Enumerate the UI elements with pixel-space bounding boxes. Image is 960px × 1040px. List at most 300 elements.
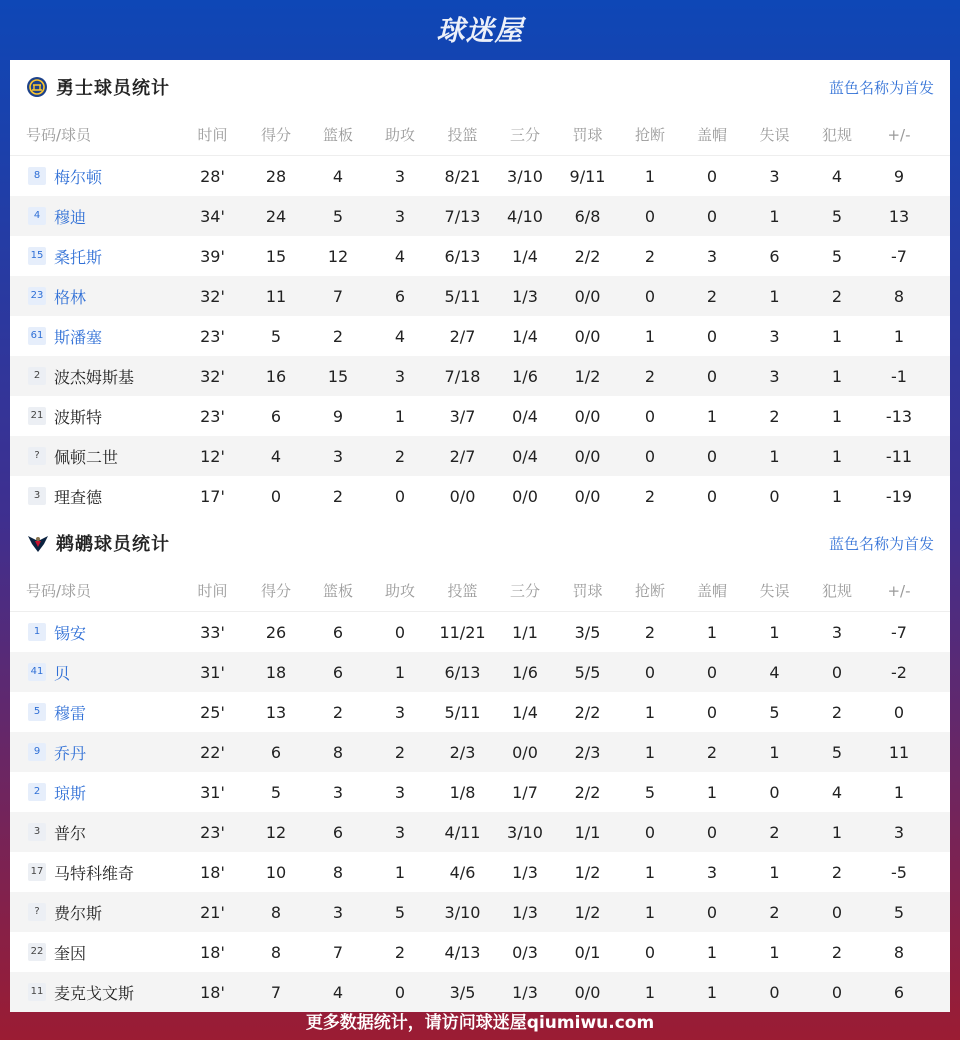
stat-cell: 1 — [706, 942, 718, 962]
player-name[interactable]: 麦克戈文斯 — [54, 983, 135, 1003]
jersey-number: 22 — [28, 943, 46, 961]
stat-cell: 2 — [644, 246, 656, 266]
stat-cell: 3/7 — [449, 406, 476, 426]
player-name[interactable]: 穆迪 — [54, 207, 87, 227]
stat-cell: 5 — [831, 742, 843, 762]
team-name: 勇士球员统计 — [56, 78, 170, 99]
stat-cell: 2/3 — [574, 742, 601, 762]
stat-cell: 4 — [332, 982, 344, 1002]
stat-cell: 1 — [644, 326, 656, 346]
stat-cell: 0 — [394, 622, 406, 642]
player-name[interactable]: 费尔斯 — [54, 903, 103, 923]
player-name[interactable]: 琼斯 — [54, 783, 87, 803]
stat-cell: 0/0 — [449, 486, 476, 506]
stat-cell: 4/13 — [444, 942, 481, 962]
stat-cell: 8 — [893, 286, 905, 306]
stat-cell: 2 — [769, 406, 780, 426]
stat-cell: 9 — [893, 166, 905, 186]
player-row[interactable] — [10, 316, 950, 356]
stat-cell: 3/10 — [444, 902, 481, 922]
stat-cell: 1 — [831, 486, 843, 506]
stat-cell: 1 — [831, 822, 843, 842]
stat-cell: 1/4 — [512, 246, 538, 266]
player-row[interactable] — [10, 436, 950, 476]
stat-cell: 8 — [893, 942, 905, 962]
column-header: +/- — [887, 581, 911, 600]
stat-cell: 0/0 — [574, 326, 601, 346]
column-header: 投篮 — [447, 582, 478, 600]
team-title — [26, 74, 170, 100]
stat-cell: 3 — [394, 206, 406, 226]
stat-cell: 6/13 — [444, 662, 481, 682]
column-header: +/- — [887, 125, 911, 144]
column-header: 号码/球员 — [26, 126, 92, 144]
section-header — [10, 516, 950, 570]
stat-cell: 0 — [769, 782, 780, 802]
stat-cell: 0 — [706, 366, 718, 386]
stat-cell: 8 — [332, 742, 344, 762]
stat-cell: 5/5 — [574, 662, 601, 682]
jersey-number: 23 — [28, 287, 46, 305]
stat-cell: 1 — [769, 622, 780, 642]
jersey-number: 21 — [28, 407, 46, 425]
column-header: 犯规 — [821, 126, 852, 144]
stat-cell: 3 — [332, 446, 344, 466]
stat-cell: 0 — [394, 486, 406, 506]
column-header: 失误 — [759, 126, 790, 144]
stat-cell: 2 — [706, 742, 718, 762]
column-header: 失误 — [759, 582, 790, 600]
stat-cell: 0/4 — [512, 406, 538, 426]
stat-cell: -5 — [891, 862, 907, 882]
player-name[interactable]: 斯潘塞 — [54, 327, 103, 347]
stat-cell: 7/18 — [444, 366, 481, 386]
stat-cell: 1 — [706, 622, 718, 642]
player-row[interactable] — [10, 396, 950, 436]
stat-cell: 1 — [769, 286, 780, 306]
stat-cell: 12 — [327, 246, 349, 266]
player-row[interactable] — [10, 852, 950, 892]
stat-cell: 1 — [893, 326, 905, 346]
column-header: 篮板 — [322, 582, 353, 600]
stat-cell: 7/13 — [444, 206, 481, 226]
stat-cell: 2 — [706, 286, 718, 306]
stat-cell: 1 — [644, 702, 656, 722]
player-name[interactable]: 理查德 — [54, 487, 103, 507]
stat-cell: 15 — [327, 366, 349, 386]
stat-cell: 2/2 — [574, 702, 601, 722]
stat-cell: 8 — [332, 862, 344, 882]
column-header: 盖帽 — [696, 126, 727, 144]
player-name[interactable]: 奎因 — [54, 943, 87, 963]
stat-cell: 0 — [644, 822, 656, 842]
stat-cell: 6 — [270, 406, 282, 426]
player-row[interactable] — [10, 652, 950, 692]
stat-cell: 4 — [769, 662, 780, 682]
player-rows — [10, 612, 950, 1012]
stat-cell: 0 — [394, 982, 406, 1002]
stat-cell: 5 — [831, 246, 843, 266]
player-cell — [10, 621, 180, 644]
stat-cell: 23' — [200, 822, 225, 842]
stat-cell: 31' — [200, 782, 225, 802]
jersey-number: ? — [28, 903, 46, 921]
stat-cell: 2 — [831, 942, 843, 962]
stat-cell: 1/6 — [512, 366, 538, 386]
player-name[interactable]: 乔丹 — [54, 743, 87, 763]
player-cell — [10, 861, 180, 884]
jersey-number: 8 — [28, 167, 46, 185]
stat-cell: 2 — [394, 446, 406, 466]
column-header-row — [10, 570, 950, 612]
team-name: 鹈鹕球员统计 — [56, 534, 170, 555]
player-cell — [10, 205, 180, 228]
jersey-number: 2 — [28, 783, 46, 801]
stat-cell: 31' — [200, 662, 225, 682]
player-name[interactable]: 波杰姆斯基 — [54, 367, 135, 387]
player-row[interactable] — [10, 196, 950, 236]
player-row[interactable] — [10, 772, 950, 812]
stat-cell: -2 — [891, 662, 907, 682]
column-header: 时间 — [197, 126, 228, 144]
stat-cell: 3 — [394, 702, 406, 722]
jersey-number: ? — [28, 447, 46, 465]
stat-cell: 0/4 — [512, 446, 538, 466]
jersey-number: 11 — [28, 983, 46, 1001]
player-name[interactable]: 马特科维奇 — [54, 863, 135, 883]
player-name[interactable]: 格林 — [54, 287, 87, 307]
player-name[interactable]: 桑托斯 — [54, 247, 103, 267]
column-header: 助攻 — [384, 126, 415, 144]
player-row[interactable] — [10, 812, 950, 852]
stat-cell: 23' — [200, 406, 225, 426]
stat-cell: 0/0 — [512, 486, 538, 506]
stat-cell: 11/21 — [439, 622, 486, 642]
stat-cell: 5 — [831, 206, 843, 226]
stat-cell: 3/10 — [507, 166, 543, 186]
stat-cell: 0/1 — [574, 942, 601, 962]
stat-cell: 18' — [200, 862, 225, 882]
stat-cell: 1/3 — [512, 982, 538, 1002]
stat-cell: 0 — [706, 326, 718, 346]
stat-cell: 13 — [265, 702, 287, 722]
stat-cell: 1 — [769, 206, 780, 226]
jersey-number: 15 — [28, 247, 46, 265]
stat-cell: 3 — [332, 902, 344, 922]
stat-cell: 0 — [270, 486, 282, 506]
stat-cell: 1 — [706, 982, 718, 1002]
stat-cell: 1/4 — [512, 702, 538, 722]
stat-cell: 2/7 — [449, 446, 476, 466]
stat-cell: 0/0 — [574, 486, 601, 506]
stat-cell: 18 — [265, 662, 287, 682]
stat-cell: 28 — [265, 166, 287, 186]
stat-cell: 1 — [706, 406, 718, 426]
column-header: 助攻 — [384, 582, 415, 600]
team-section-warriors — [10, 60, 950, 516]
player-cell — [10, 165, 180, 188]
player-row[interactable] — [10, 356, 950, 396]
stat-cell: 18' — [200, 982, 225, 1002]
stat-cell: 0 — [706, 166, 718, 186]
stat-cell: 2/3 — [449, 742, 476, 762]
player-row[interactable] — [10, 932, 950, 972]
stat-cell: 3 — [893, 822, 905, 842]
stat-cell: 0 — [831, 902, 843, 922]
stat-cell: 6 — [769, 246, 780, 266]
player-name[interactable]: 佩顿二世 — [54, 447, 119, 467]
stat-cell: 7 — [270, 982, 282, 1002]
stat-cell: 1 — [644, 862, 656, 882]
team-section-pelicans — [10, 516, 950, 1012]
column-header: 罚球 — [572, 582, 603, 600]
player-name[interactable]: 波斯特 — [54, 407, 103, 427]
stat-cell: 0 — [769, 982, 780, 1002]
stat-cell: 6 — [394, 286, 406, 306]
player-cell — [10, 245, 180, 268]
starter-note: 蓝色名称为首发 — [828, 534, 934, 553]
stat-cell: 8 — [270, 902, 282, 922]
column-header: 抢断 — [634, 582, 665, 600]
stat-cell: 18' — [200, 942, 225, 962]
stat-cell: 1 — [769, 862, 780, 882]
stat-cell: 2 — [769, 822, 780, 842]
player-cell — [10, 485, 180, 508]
stat-cell: 1/4 — [512, 326, 538, 346]
column-header: 篮板 — [322, 126, 353, 144]
stat-cell: 2 — [644, 366, 656, 386]
player-cell — [10, 285, 180, 308]
stat-cell: 1/6 — [512, 662, 538, 682]
stat-cell: 6 — [270, 742, 282, 762]
stat-cell: 3 — [769, 326, 780, 346]
stat-cell: 8/21 — [444, 166, 481, 186]
stat-cell: 1 — [769, 742, 780, 762]
stat-cell: 4 — [332, 166, 344, 186]
player-cell — [10, 741, 180, 764]
player-row[interactable] — [10, 156, 950, 196]
player-row[interactable] — [10, 892, 950, 932]
player-row[interactable] — [10, 692, 950, 732]
stat-cell: 3/5 — [449, 982, 476, 1002]
player-cell — [10, 901, 180, 924]
player-row[interactable] — [10, 732, 950, 772]
stat-cell: 4/11 — [444, 822, 481, 842]
player-name[interactable]: 普尔 — [54, 823, 87, 843]
stat-cell: 34' — [200, 206, 225, 226]
stat-cell: 32' — [200, 366, 225, 386]
stat-cell: 4 — [831, 166, 843, 186]
player-name[interactable]: 穆雷 — [54, 703, 87, 723]
stat-cell: 2 — [831, 702, 843, 722]
player-cell — [10, 701, 180, 724]
jersey-number: 41 — [28, 663, 46, 681]
stat-cell: 26 — [265, 622, 287, 642]
stat-cell: 3/10 — [507, 822, 543, 842]
stat-cell: 8 — [270, 942, 282, 962]
stat-cell: 1/3 — [512, 862, 538, 882]
stat-cell: 4/10 — [507, 206, 543, 226]
stat-cell: 6 — [332, 662, 344, 682]
stat-cell: 39' — [200, 246, 225, 266]
stat-cell: 2/2 — [574, 782, 601, 802]
stat-cell: 3 — [394, 822, 406, 842]
stat-cell: 0 — [893, 702, 905, 722]
stats-card — [10, 60, 950, 1003]
stat-cell: 1/7 — [512, 782, 538, 802]
player-row[interactable] — [10, 612, 950, 652]
player-row[interactable] — [10, 236, 950, 276]
stat-cell: 1 — [831, 406, 843, 426]
stat-cell: -11 — [885, 446, 913, 466]
stat-cell: -19 — [885, 486, 913, 506]
stat-cell: 4 — [394, 326, 406, 346]
starter-note: 蓝色名称为首发 — [828, 78, 934, 97]
stat-cell: 1 — [831, 366, 843, 386]
stat-cell: 9 — [332, 406, 344, 426]
stat-cell: 17' — [200, 486, 225, 506]
stat-cell: 2 — [394, 742, 406, 762]
player-rows — [10, 156, 950, 516]
brand-logo: 球迷屋 — [436, 14, 524, 47]
stat-cell: 0 — [706, 206, 718, 226]
column-header: 号码/球员 — [26, 582, 92, 600]
stat-cell: 2 — [644, 486, 656, 506]
stat-cell: 1 — [831, 326, 843, 346]
stat-cell: 6 — [332, 822, 344, 842]
stat-cell: 2 — [332, 702, 344, 722]
stat-cell: 3 — [831, 622, 843, 642]
stat-cell: 2 — [644, 622, 656, 642]
stat-cell: 0 — [706, 662, 718, 682]
stat-cell: 2/7 — [449, 326, 476, 346]
stat-cell: 0 — [706, 446, 718, 466]
stat-cell: -7 — [891, 246, 907, 266]
stat-cell: 2/2 — [574, 246, 601, 266]
warriors-logo-icon — [26, 76, 48, 98]
stat-cell: 11 — [888, 742, 910, 762]
player-cell — [10, 821, 180, 844]
stat-cell: 23' — [200, 326, 225, 346]
stat-cell: 1/2 — [574, 902, 601, 922]
stat-cell: 6/13 — [444, 246, 481, 266]
stat-cell: 3 — [769, 166, 780, 186]
player-name[interactable]: 梅尔顿 — [54, 167, 103, 187]
column-header: 时间 — [197, 582, 228, 600]
section-header — [10, 60, 950, 114]
stat-cell: 12' — [200, 446, 225, 466]
player-cell — [10, 445, 180, 468]
player-cell — [10, 661, 180, 684]
top-banner — [0, 0, 960, 58]
footer-text: 更多数据统计，请访问球迷屋qiumiwu.com — [305, 1012, 655, 1033]
stat-cell: 0 — [706, 902, 718, 922]
jersey-number: 3 — [28, 487, 46, 505]
stat-cell: 1/1 — [512, 622, 538, 642]
jersey-number: 9 — [28, 743, 46, 761]
stat-cell: 5 — [644, 782, 656, 802]
stat-cell: 1 — [769, 446, 780, 466]
column-header: 得分 — [260, 126, 291, 144]
stat-cell: 1/1 — [574, 822, 601, 842]
stat-cell: 10 — [265, 862, 287, 882]
stat-cell: 0 — [706, 702, 718, 722]
stat-cell: 0/0 — [574, 446, 601, 466]
player-name[interactable]: 锡安 — [54, 623, 87, 643]
stat-cell: 0 — [644, 446, 656, 466]
stat-cell: 1/3 — [512, 902, 538, 922]
column-header: 抢断 — [634, 126, 665, 144]
player-cell — [10, 325, 180, 348]
stat-cell: 0 — [644, 206, 656, 226]
stat-cell: 3 — [394, 366, 406, 386]
stat-cell: 6/8 — [574, 206, 601, 226]
jersey-number: 5 — [28, 703, 46, 721]
jersey-number: 4 — [28, 207, 46, 225]
stat-cell: 0 — [644, 286, 656, 306]
stat-cell: 12 — [265, 822, 287, 842]
column-header: 罚球 — [572, 126, 603, 144]
column-header-row — [10, 114, 950, 156]
stat-cell: 3/5 — [574, 622, 601, 642]
stat-cell: 5 — [893, 902, 905, 922]
pelicans-logo-icon — [26, 532, 48, 554]
stat-cell: 0 — [644, 662, 656, 682]
stat-cell: 21' — [200, 902, 225, 922]
jersey-number: 2 — [28, 367, 46, 385]
jersey-number: 1 — [28, 623, 46, 641]
stat-cell: 5 — [332, 206, 344, 226]
stat-cell: 16 — [265, 366, 287, 386]
stat-cell: 2 — [831, 286, 843, 306]
stat-cell: 22' — [200, 742, 225, 762]
stat-cell: 11 — [265, 286, 287, 306]
stat-cell: 28' — [200, 166, 225, 186]
stat-cell: 1 — [394, 862, 406, 882]
jersey-number: 61 — [28, 327, 46, 345]
stat-cell: 1/3 — [512, 286, 538, 306]
stat-cell: 3 — [706, 246, 718, 266]
stat-cell: 0/0 — [574, 406, 601, 426]
player-row[interactable] — [10, 276, 950, 316]
stat-cell: 15 — [265, 246, 287, 266]
stat-cell: 4 — [831, 782, 843, 802]
column-header: 得分 — [260, 582, 291, 600]
stat-cell: 2 — [332, 486, 344, 506]
stat-cell: 1 — [644, 982, 656, 1002]
player-row[interactable] — [10, 476, 950, 516]
stat-cell: 1 — [893, 782, 905, 802]
jersey-number: 3 — [28, 823, 46, 841]
stat-cell: 0/0 — [574, 286, 601, 306]
stat-cell: 5 — [270, 326, 282, 346]
stat-cell: 32' — [200, 286, 225, 306]
stat-cell: 3 — [769, 366, 780, 386]
stat-cell: 0 — [644, 942, 656, 962]
stat-cell: 1 — [644, 166, 656, 186]
stat-cell: 0/0 — [574, 982, 601, 1002]
stat-cell: -1 — [891, 366, 907, 386]
stat-cell: 0 — [706, 486, 718, 506]
player-name[interactable]: 贝 — [54, 663, 71, 683]
column-header: 投篮 — [447, 126, 478, 144]
stat-cell: 5/11 — [444, 702, 481, 722]
stat-cell: 4/6 — [449, 862, 476, 882]
footer-banner — [0, 1000, 960, 1040]
stat-cell: 1 — [644, 902, 656, 922]
stat-cell: 6 — [893, 982, 905, 1002]
stat-cell: 7 — [332, 286, 344, 306]
